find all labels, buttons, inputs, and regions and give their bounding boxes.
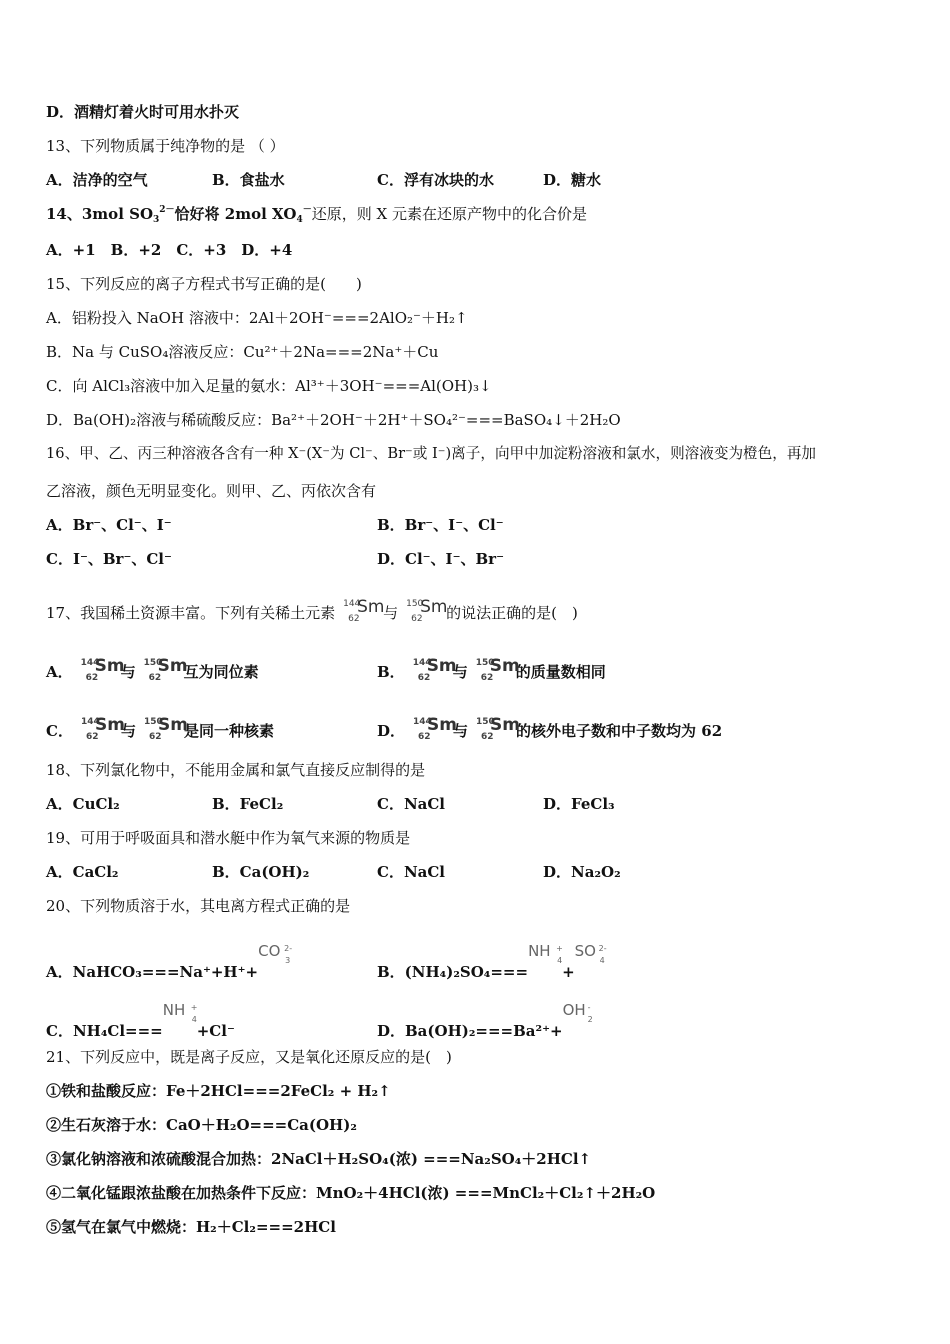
q13-b: B．食盐水 (212, 171, 285, 189)
q21-item-1: ①铁和盐酸反应：Fe＋2HCl===2FeCl₂ + H₂↑ (46, 1082, 391, 1100)
q20-stem: 20、下列物质溶于水，其电离方程式正确的是 (46, 897, 351, 915)
q18-options (46, 794, 906, 814)
q16-stem: 16、甲、乙、丙三种溶液各含有一种 X⁻(X⁻为 Cl⁻、Br⁻或 I⁻)离子，向甲中加淀粉溶液和氯水，则溶液变为橙色，再加 (46, 445, 817, 462)
q17-b: B． 144 62 Sm 与 150 62 Sm 的质量数相同 (377, 656, 606, 683)
q20-a: A．NaHCO₃===Na⁺+H⁺+ CO 2- 3 (46, 942, 293, 981)
q19-c: C．NaCl (377, 863, 446, 881)
carbonate-ion: CO 2- 3 (258, 942, 293, 965)
q15-c: C．向 AlCl₃溶液中加入足量的氨水：Al³⁺＋3OH⁻===Al(OH)₃↓ (46, 377, 492, 395)
q19-options (46, 862, 906, 882)
q17-options-ab (46, 653, 906, 682)
q21-stem: 21、下列反应中，既是离子反应，又是氧化还原反应的是( ) (46, 1048, 452, 1066)
q16-b: B．Br⁻、I⁻、Cl⁻ (377, 516, 504, 534)
q19-a: A．CaCl₂ (46, 863, 119, 881)
q18-a: A．CuCl₂ (46, 795, 120, 813)
q20-options-ab (46, 941, 906, 982)
q21-item-4: ④二氧化锰跟浓盐酸在加热条件下反应：MnO₂＋4HCl(浓) ===MnCl₂＋Cl₂↑＋2H₂O (46, 1184, 656, 1202)
q20-options-cd (46, 1000, 906, 1041)
q15-b: B．Na 与 CuSO₄溶液反应：Cu²⁺＋2Na===2Na⁺＋Cu (46, 343, 439, 361)
q18-b: B．FeCl₂ (212, 795, 284, 813)
q21-item-5: ⑤氢气在氯气中燃烧：H₂＋Cl₂===2HCl (46, 1218, 336, 1236)
q16-d: D．Cl⁻、I⁻、Br⁻ (377, 550, 504, 568)
q21-item-3: ③氯化钠溶液和浓硫酸混合加热：2NaCl＋H₂SO₄(浓) ===Na₂SO₄＋2HCl↑ (46, 1150, 592, 1168)
q19-d: D．Na₂O₂ (543, 863, 621, 881)
q13-stem: 13、下列物质属于纯净物的是 （ ） (46, 137, 285, 155)
q13-a: A．洁净的空气 (46, 171, 148, 189)
q20-b: B．(NH₄)₂SO₄=== NH + 4 + SO 2- 4 (377, 941, 609, 982)
q18-stem: 18、下列氯化物中，不能用金属和氯气直接反应制得的是 (46, 761, 426, 779)
q15-a: A．铝粉投入 NaOH 溶液中：2Al＋2OH⁻===2AlO₂⁻＋H₂↑ (46, 309, 468, 327)
q19-stem: 19、可用于呼吸面具和潜水艇中作为氧气来源的物质是 (46, 829, 411, 847)
q16-a: A．Br⁻、Cl⁻、I⁻ (46, 516, 172, 534)
q17-stem: 17、我国稀土资源丰富。下列有关稀土元素 144 62 Sm 与 150 62 Sm 的说法正确的是( ) (46, 594, 578, 623)
q14-options: A．+1 B．+2 C．+3 D．+4 (46, 241, 293, 259)
q13-d: D．糖水 (543, 171, 602, 189)
q20-c: C．NH₄Cl=== NH + 4 +Cl⁻ (46, 1001, 235, 1040)
q12-option-d: D．酒精灯着火时可用水扑灭 (46, 103, 240, 121)
q17-options-cd (46, 712, 906, 741)
hydroxide-ion: OH - 2 (562, 1001, 593, 1024)
q13-options (46, 170, 906, 190)
sm144-symbol: 144 62 Sm (343, 597, 385, 624)
q18-d: D．FeCl₃ (543, 795, 615, 813)
q16-options-cd (46, 549, 906, 569)
q17-d: D． 144 62 Sm 与 150 62 Sm 的核外电子数和中子数均为 62 (377, 715, 723, 742)
sm150-symbol: 150 62 Sm (406, 597, 448, 624)
q15-d: D．Ba(OH)₂溶液与稀硫酸反应：Ba²⁺＋2OH⁻＋2H⁺＋SO₄²⁻===BaSO₄↓＋2H₂O (46, 411, 621, 429)
q18-c: C．NaCl (377, 795, 446, 813)
q13-c: C．浮有冰块的水 (377, 171, 494, 189)
q15-stem: 15、下列反应的离子方程式书写正确的是( ) (46, 275, 362, 293)
q21-item-2: ②生石灰溶于水：CaO＋H₂O===Ca(OH)₂ (46, 1116, 357, 1134)
q17-a: A． 144 62 Sm 与 150 62 Sm 互为同位素 (46, 656, 259, 683)
q19-b: B．Ca(OH)₂ (212, 863, 310, 881)
sulfate-ion: SO 2- 4 (574, 942, 607, 965)
ammonium-ion: NH + 4 (528, 942, 563, 965)
q16-c: C．I⁻、Br⁻、Cl⁻ (46, 550, 172, 568)
ammonium-ion: NH + 4 (162, 1001, 198, 1024)
q16-stem-cont: 乙溶液，颜色无明显变化。则甲、乙、丙依次含有 (46, 482, 377, 500)
q14-stem: 14、3mol $SO_3^{2-}$恰好将 2mol $XO_4^-$还原，则 X 元素在还原产物中的化合价是 (46, 205, 587, 225)
q17-c: C． 144 62 Sm 与 150 62 Sm 是同一种核素 (46, 715, 274, 742)
q16-options-ab (46, 515, 906, 535)
q20-d: D．Ba(OH)₂===Ba²⁺+ OH - 2 (377, 1000, 597, 1041)
